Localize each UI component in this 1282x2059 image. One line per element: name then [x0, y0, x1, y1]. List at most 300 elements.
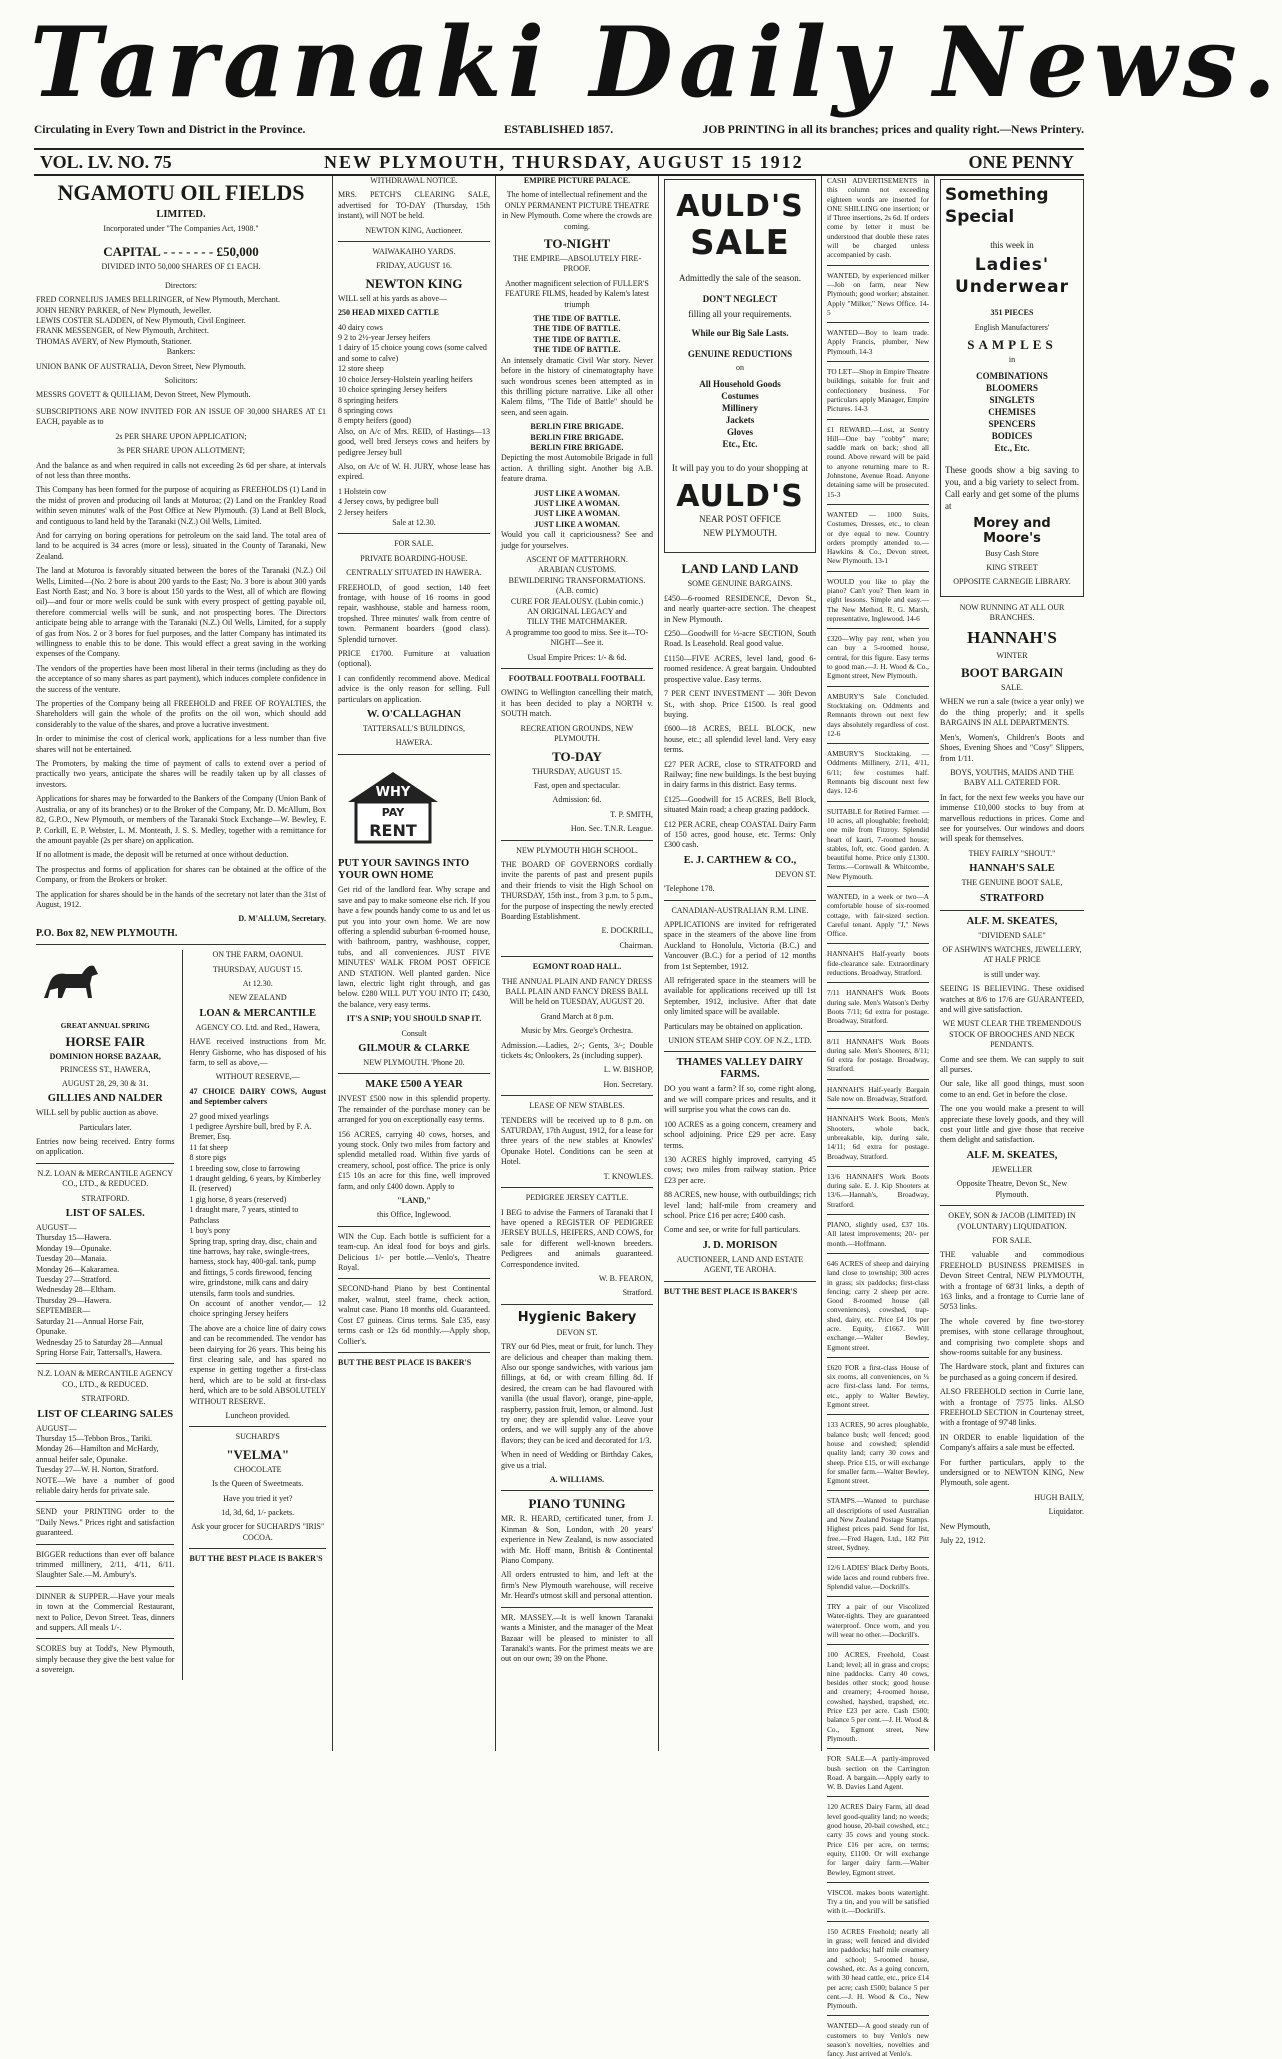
queen-sweetmeats: Is the Queen of Sweetmeats.	[212, 1479, 304, 1489]
divider	[36, 944, 326, 945]
nzloan-town: STRATFORD.	[81, 1394, 130, 1404]
ashwin-text: OF ASHWIN'S WATCHES, JEWELLERY, AT HALF PRICE	[942, 944, 1082, 965]
divider	[338, 1352, 490, 1353]
horse-fair-column	[36, 950, 174, 1680]
goods-item: Gloves	[727, 426, 753, 437]
fearon-signature: W. B. FEARON,	[598, 1273, 653, 1283]
classified-ad: 8/11 HANNAH'S Work Boots during sale. Men's Shooters, 8/11; 6d extra for postage. Broadway, Stratford.	[827, 1036, 929, 1074]
film-title: ASCENT OF MATTERHORN.	[526, 555, 628, 564]
list-item: AUGUST—	[36, 1423, 77, 1433]
tuner-orders: All orders entrusted to him, and left at the firm's New Plymouth warehouse, will receive Mr. Heard's utmost skill and personal attention.	[501, 1570, 653, 1601]
ngamotu-incorporated: Incorporated under "The Companies Act, 1908."	[103, 224, 259, 233]
egmont-hall-heading: EGMONT ROAD HALL.	[532, 962, 622, 972]
list-item: Monday 26—Hamilton and McHardy, annual heifer sale, Opunake.	[36, 1444, 159, 1464]
bankers-heading: Bankers:	[166, 347, 196, 357]
subline	[34, 124, 1084, 142]
nzloan-heading: N.Z. LOAN & MERCANTILE AGENCY CO., LTD., & REDUCED.	[37, 1369, 173, 1389]
clearing-sales	[36, 1424, 174, 1476]
opposite-library: OPPOSITE CARNEGIE LIBRARY.	[953, 577, 1071, 587]
piano-ad: SECOND-hand Piano by best Continental maker, walnut, steel frame, check action, walnut case. Piano 18 months old. Guaranteed. Cost £7 guineas. Cirus terms. Sale £35, easy terms cash or 12s 6d monthly.—Apply shop, Collier's.	[338, 1284, 490, 1346]
job-printing-note: JOB PRINTING in all its branches; prices and quality right.—News Printery.	[702, 124, 1084, 136]
small-ad: DINNER & SUPPER.—Have your meals in town at the Commercial Restaurant, next to Police, Devon Street. Teas, dinners and suppers. All meals 1/-.	[36, 1591, 175, 1633]
film-title: BERLIN FIRE BRIGADE.	[530, 432, 624, 442]
stratford-label: STRATFORD	[980, 892, 1044, 904]
newton-king-text: WILL sell at his yards as above—	[338, 293, 448, 303]
other-films	[501, 555, 653, 628]
small-ad: BIGGER reductions than ever off balance trimmed millinery, 2/11, 4/11, 6/11. Slaughter Sale.—M. Ambury's.	[36, 1549, 175, 1580]
owing-text: OWING to Wellington cancelling their match, it has been decided to play a NORTH v. SOUTH match.	[501, 688, 653, 719]
goods-item: Jackets	[725, 414, 755, 425]
farm-heading: ON THE FARM, OAONUI.	[212, 950, 304, 960]
aulds-title: AULD'S	[676, 189, 804, 224]
divider	[36, 1363, 174, 1364]
above-text: The above are a choice line of dairy cows and can be recommended. The vendor has been dairying for 26 years. This being his first clearing sale, and has spared no expense in getting together a first-class herd, which are to be sold at first-class herd, which are to be sold ABSOLUTELY WITHOUT RESERVE.	[189, 1323, 326, 1406]
underwear-item: Etc., Etc.	[994, 442, 1030, 453]
empire-heading: EMPIRE PICTURE PALACE.	[523, 176, 631, 185]
prospectus-paragraph: The properties of the Company being all FREEHOLD and FREE OF ROYALTIES, the Shareholders will gain the whole of the profits on the oil won, which should add considerably to the value of the shares, and prove a lucrative investment.	[36, 699, 326, 729]
today-heading: TO-DAY	[552, 748, 602, 764]
also-text: ALSO FREEHOLD section in Currie lane, with a frontage of 75'75 links. ALSO FREEHOLD SECTION in Courtenay street, with a frontage of 97'48 links.	[940, 1387, 1084, 1428]
filling-text: filling all your requirements.	[688, 309, 792, 320]
beg-text: I BEG to advise the Farmers of Taranaki that I have opened a REGISTER OF PEDIGREE JERSEY BULLS, HEIFERS, AND COWS, for sale for different well-known breeders. Pedigrees and animals guaranteed. Correspondence invited.	[501, 1207, 653, 1269]
another-vendor: On account of another vendor,— 12 choice springing Jersey heifers	[189, 1298, 326, 1319]
director: JOHN HENRY PARKER, of New Plymouth, Jeweller.	[36, 305, 212, 315]
dockrill-signature: E. DOCKRILL,	[601, 926, 653, 936]
dairy-cows-lot: 47 CHOICE DAIRY COWS, August and September calvers	[189, 1086, 326, 1107]
horse-dates: AUGUST 28, 29, 30 & 31.	[61, 1078, 149, 1088]
savings-text: Get rid of the landlord fear. Why scrape and save and pay to make someone else rich. If you have a few pounds handy come to us and let us put you into your own home. We are now offering a splendid suburban 6-roomed house, with bathroom, pantry, washhouse, copper, tubs, and all conveniences. JUST FIVE MINUTES' WALK FROM POST OFFICE AND STATION. Well planted garden. Nice lawn, electric light right through, and gas below. £280 WILL PUT YOU INTO IT; £430, the balance, very easy terms.	[338, 885, 490, 1009]
list-item: 11 fat sheep	[189, 1142, 228, 1152]
list-item: Monday 26—Kakaramea.	[36, 1264, 120, 1274]
classified-ad: £620 FOR a first-class House of six rooms, all conveniences, on ¼ acre first-class land. For terms, etc., apply to Walter Bewley, Egmont street.	[827, 1362, 929, 1410]
cattle-list	[338, 323, 490, 427]
classified-ad: 12/6 LADIES' Black Derby Boots, wide laces and round rubbers free. Splendid value.—Dockrill's.	[827, 1563, 929, 1591]
divider	[501, 1490, 653, 1491]
list-item: Monday 19—Opunake.	[36, 1243, 112, 1253]
genuine-boot-sale: THE GENUINE BOOT SALE,	[961, 878, 1063, 888]
bakers-ad: BUT THE BEST PLACE IS BAKER'S	[664, 1286, 798, 1296]
classified-ad: 100 ACRES, Freehold, Coast Land; level; all in grass and crops; nine paddocks. Carry 40 cows, besides other stock; good house and creamery; 4-roomed house, cowshed, hayshed, trapshed, etc. Price £23 per acre. Cash £500; balance 5 per cent.—J. H. Wood & Co., Egmont street, New Plymouth.	[827, 1650, 930, 1743]
classified-ad: HANNAH'S Half-yearly Bargain Sale now on. Broadway, Stratford.	[827, 1084, 929, 1104]
massey-ad: MR. MASSEY.—It is well known Taranaki wants a Minister, and the manager of the Meat Bazaar will be pleased to minister to all Taranaki's wants. For the primest meats we are out on our own; 39 on the Phone.	[501, 1612, 653, 1664]
newspaper-title: Taranaki Daily News.	[30, 6, 1282, 119]
fearon-town: Stratford.	[622, 1288, 653, 1298]
classified-ad: FOR SALE—A partly-improved bush section on the Carrington Road. A bargain.—Apply early to W. B. Davies Land Agent.	[827, 1754, 929, 1792]
classified-ad: 133 ACRES, 90 acres ploughable, balance bush; well fenced; good house and cowshed; splendid quality land; carry 30 cows and sheep. Price £15, or will exchange for smaller farm.—Walter Bewley, Egmont street.	[827, 1420, 929, 1486]
drama-text: An intensely dramatic Civil War story. Never before in the history of cinematography have such wondrous scenes been attempted as in this thrilling picture narrative. Like all other Kalem films, "The Tide of Battle" should be seen, and seen again.	[501, 355, 653, 417]
underwear-items	[945, 370, 1079, 454]
chocolate-label: CHOCOLATE	[233, 1464, 282, 1474]
list-item: 40 dairy cows	[338, 322, 383, 332]
established-note: ESTABLISHED 1857.	[504, 124, 614, 136]
list-of-sales-heading: LIST OF SALES.	[65, 1208, 145, 1220]
divider	[36, 1163, 174, 1164]
classified-ad: PIANO, slightly used, £37 10s. All latest improvements; 20/- per month.—Hoffmann.	[827, 1220, 929, 1248]
ball-text: THE ANNUAL PLAIN AND FANCY DRESS BALL PLAIN AND FANCY DRESS BALL Will be held on TUESDAY, AUGUST 20.	[501, 976, 653, 1007]
entries-note: Entries now being received. Entry forms on application.	[36, 1137, 175, 1157]
rent-word: PAY	[381, 805, 405, 819]
applications-text: APPLICATIONS are invited for refrigerated space in the steamers of the above line from Auckland to Honolulu, Victoria (B.C.) and Vancouver (B.C.) for a period of 12 months from 1st September, 1912.	[664, 920, 816, 971]
underwear-item: SPENCERS	[988, 418, 1036, 429]
film-title: JUST LIKE A WOMAN.	[534, 488, 620, 498]
film-title: THE TIDE OF BATTLE.	[533, 324, 621, 334]
column-rule	[658, 176, 659, 1751]
land-heading: LAND LAND LAND	[681, 561, 799, 577]
divider	[36, 1586, 174, 1587]
circulation-note: Circulating in Every Town and District in the Province.	[34, 124, 306, 136]
winter-label: WINTER	[996, 650, 1028, 660]
gilmour-phone: NEW PLYMOUTH. 'Phone 20.	[363, 1057, 465, 1067]
classified-ad: WANTED — 1000 Suits, Costumes, Dresses, etc., to clean or dye equal to new. Country orders promptly attended to.—Hawkins & Co., Devon street, New Plymouth. 13-1	[827, 509, 929, 566]
directors-heading: Directors:	[165, 280, 197, 290]
football-date: THURSDAY, AUGUST 15.	[532, 766, 622, 776]
director: THOMAS AVERY, of New Plymouth, Stationer.	[36, 336, 192, 346]
morison-name: J. D. MORISON	[702, 1239, 778, 1251]
skeates-name: ALF. M. SKEATES,	[966, 1149, 1058, 1161]
skeates-address: Opposite Theatre, Devon St., New Plymouth.	[956, 1179, 1068, 1199]
director: LEWIS COSTER SLADDEN, of New Plymouth, Civil Engineer.	[36, 316, 246, 326]
prospectus-paragraph: In order to minimise the cost of clerical work, applications for a less number than five shares will not be entertained.	[36, 734, 326, 754]
english-manufacturers: English Manufacturers'	[974, 322, 1050, 332]
list-item: 1 draught mare, 7 years, stinted to Pathclass	[189, 1205, 299, 1225]
baily-signature: HUGH BAILY,	[1034, 1492, 1084, 1502]
freehold-text: FREEHOLD, of good section, 140 feet frontage, with house of 16 rooms in good repair, washhouse, stable and harness room, tropshed. Three minutes' walk from centre of town. Permanent boarders (good class). Splendid turnover.	[338, 582, 490, 644]
classified-ad: 13/6 HANNAH'S Work Boots during sale. E. J. Kip Shooters at 13/6.—Hannah's, Broadway, Stratford.	[827, 1171, 929, 1209]
list-item: 1 breeding sow, close to farrowing	[189, 1163, 301, 1173]
these-goods-text: These goods show a big saving to you, and a big variety to select from. Call early and get some of the plums at	[945, 464, 1079, 511]
classified-ad: WANTED, in a week or two—A comfortable house of six-roomed cottage, with fair-sized section. Careful tenant. Apply "J," News Office.	[827, 892, 929, 939]
prospectus-paragraph: The vendors of the properties have been most liberal in their terms (including as they do the acceptance of so many shares as part payment), which induces complete confidence in the success of the venture.	[36, 663, 326, 694]
prospectus-paragraph: The prospectus and forms of application for shares can be obtained at the office of the Company, or from the Brokers or broker.	[36, 864, 326, 885]
subscriptions: SUBSCRIPTIONS ARE NOW INVITED FOR AN ISSUE OF 30,000 SHARES AT £1 EACH, payable as to	[36, 406, 326, 427]
this-week: this week in	[990, 240, 1034, 250]
genuine-reductions: GENUINE REDUCTIONS	[687, 348, 793, 359]
classified-ad: 7/11 HANNAH'S Work Boots during sale. Men's Watson's Derby Boots 7/11; 6d extra for postage. Broadway, Stratford.	[827, 988, 929, 1026]
invest-text: INVEST £500 now in this splendid property. The remainder of the purchase money can be arranged for you on exceptionally easy terms.	[338, 1094, 490, 1125]
divider	[338, 1278, 490, 1279]
for-sale: FOR SALE.	[992, 1235, 1032, 1245]
dont-neglect: DON'T NEGLECT	[702, 294, 778, 304]
film-title: THE TIDE OF BATTLE.	[533, 345, 621, 355]
programme-text: A programme too good to miss. See it—TO-NIGHT—See it.	[505, 627, 649, 648]
premises-text: THE valuable and commodious FREEHOLD BUSINESS PREMISES in Devon Street Central, NEW PLYMOUTH, with a frontage of 68'31 links, a depth of 163 links, and a frontage to Currie lane of 50'53 links.	[940, 1250, 1084, 1312]
thames-valley-heading: THAMES VALLEY DAIRY FARMS.	[676, 1057, 804, 1081]
column-empire	[501, 176, 653, 1751]
subscription-term: 3s PER SHARE UPON ALLOTMENT;	[116, 446, 245, 456]
cash-ads-note: CASH ADVERTISEMENTS in this column not exceeding eighteen words are inserted for ONE SHILLING one insertion; or if Three insertions, 2s 6d. If orders come by letter it must be understood that double these rates will be charged unless accompanied by cash.	[827, 176, 929, 260]
refrigerated-text: All refrigerated space in the steamers will be available for applications received up till 1st September, 1912, inclusive. After that date only limited space will be available.	[664, 976, 816, 1017]
samples-word: SAMPLES	[967, 337, 1057, 353]
boarding-house: PRIVATE BOARDING-HOUSE.	[360, 553, 468, 563]
farm-listing: 130 ACRES highly improved, carrying 45 cows; two miles from railway station. Price £23 per acre.	[664, 1154, 816, 1185]
list-item: Saturday 21—Annual Horse Fair, Opunake.	[36, 1316, 144, 1337]
pay-text: It will pay you to do your shopping at	[672, 462, 808, 473]
come-see-text: Come and see, or write for full particulars.	[664, 1225, 801, 1235]
while-text: While our Big Sale Lasts.	[691, 328, 789, 339]
po-box: P.O. Box 82, NEW PLYMOUTH.	[36, 927, 178, 939]
now-running: NOW RUNNING AT ALL OUR BRANCHES.	[959, 602, 1065, 623]
film-title: TILLY THE MATCHMAKER.	[526, 617, 628, 627]
secretary-signature: D. M'ALLUM, Secretary.	[238, 914, 326, 924]
land-listing: £12 PER ACRE, cheap COASTAL Dairy Farm of 150 acres, good house, etc. Terms: Only £300 cash.	[664, 819, 816, 850]
pies-text: TRY our 6d Pies, meat or fruit, for lunch. They are delicious and cheaper than making them. Also our sponge sandwiches, with various jam fillings, at 6d, or with cream filling 8d. If desired, the cream can be had flavoured with vanilla (the usual flavor), orange, pine-apple, raspberry, passion fruit, lemon, or almond. Just try one; they are splendid value. Leave your orders, and we will supply any of the above flavors; they can be iced and decorated for 1/3.	[501, 1342, 653, 1445]
liquidator-label: Liquidator.	[1048, 1507, 1084, 1517]
boot-bargain: BOOT BARGAIN	[961, 665, 1063, 681]
admittedly-text: Admittedly the sale of the season.	[679, 273, 801, 283]
list-item: 9 2 to 2½-year Jersey heifers	[338, 333, 431, 343]
list-item: Wednesday 28—Eltham.	[36, 1285, 116, 1295]
yards-date: FRIDAY, AUGUST 16.	[376, 261, 452, 271]
sale-label: SALE.	[1001, 683, 1023, 693]
classified-ad: 150 ACRES Freehold; nearly all in grass; well fenced and divided into paddocks; half mile creamery and school; 5-roomed house, cowshed, etc. As a going concern, with 30 head cattle, etc., price £14 per acre; cash £500; balance 5 per cent.—J. H. Wood & Co., New Plymouth.	[827, 1926, 929, 2011]
column-classifieds	[827, 176, 930, 2059]
divider	[827, 265, 929, 266]
classified-ad: WANTED—Boy to learn trade. Apply Francis, plumber, New Plymouth. 14-3	[827, 328, 929, 356]
hannahs-sale: HANNAH'S SALE	[969, 863, 1055, 875]
list-of-sales	[36, 1223, 174, 1358]
divider	[940, 1205, 1084, 1206]
prospectus-paragraph: This Company has been formed for the purpose of acquiring as FREEHOLDS (1) Land in the midst of proven and producing oil lands at Moturoa; (2) Land on the Frankley Road within seven minutes' walk of the Post Office at New Plymouth. (3) Land at Bell Block, and contiguous to land held by the Taranaki (N.Z.) Oil Wells, Limited.	[36, 485, 326, 526]
film-title: AN ORIGINAL LEGACY and	[527, 607, 627, 617]
bishop-title: Hon. Secretary.	[603, 1079, 653, 1089]
capital-value: £50,000	[216, 244, 259, 260]
film-title: ARABIAN CUSTOMS.	[537, 565, 617, 575]
divider	[664, 1281, 816, 1282]
horse-fair-title: HORSE FAIR	[65, 1033, 146, 1049]
hardware-text: The Hardware stock, plant and fixtures can be purchased as a going concern if desired.	[940, 1362, 1084, 1382]
subscription-term: 2s PER SHARE UPON APPLICATION;	[115, 431, 247, 441]
classified-ad: VISCOL makes boots watertight. Try a tin, and you will be satisfied with it.—Dockrill's.	[827, 1887, 929, 1916]
column-newton-king	[338, 176, 490, 1751]
small-ad: SEND your PRINTING order to the "Daily News." Prices right and satisfaction guaranteed.	[36, 1507, 175, 1538]
horse-location: PRINCESS ST., HAWERA,	[59, 1065, 151, 1075]
list-item: Tuesday 20—Manaia.	[36, 1254, 107, 1264]
carthew-name: E. J. CARTHEW & CO.,	[683, 854, 797, 866]
land-office: this Office, Inglewood.	[376, 1210, 452, 1220]
special-word: Special	[945, 207, 1015, 227]
capital-line: CAPITAL - - - - - - - £50,000	[103, 244, 259, 260]
on-label: on	[736, 363, 744, 373]
bakers-ad: BUT THE BEST PLACE IS BAKER'S	[189, 1554, 323, 1564]
farm-sale-column	[182, 950, 326, 1680]
when-text: WHEN we run a sale (twice a year only) we do the thing properly; and it spells BARGAINS IN ALL DEPARTMENTS.	[940, 697, 1084, 728]
velma-title: "VELMA"	[226, 1446, 290, 1462]
list-item: 8 springing cows	[338, 405, 393, 415]
yards-heading: WAIWAKAIHO YARDS.	[372, 247, 456, 257]
horse-fair-intro: GREAT ANNUAL SPRING	[60, 1020, 150, 1030]
land-listing: £1150—FIVE ACRES, level land, good 6-roomed residence. A great bargain. Undoubted prospective value. Easy terms.	[664, 653, 816, 684]
list-item: 4 Jersey cows, by pedigree bull	[338, 497, 439, 507]
win-cup-ad: WIN the Cup. Each bottle is sufficient for a team-cup. An ideal food for boys and girls. Delicious 1/- per bottle.—Venlo's, Theatre Royal.	[338, 1231, 490, 1273]
underwear-item: COMBINATIONS	[976, 370, 1048, 381]
land-listing: £450—6-roomed RESIDENCE, Devon St., and nearly quarter-acre section. The cheapest in New Plymouth.	[664, 593, 816, 624]
football-admission: Admission: 6d.	[552, 795, 602, 805]
instructions-text: HAVE received instructions from Mr. Henry Gisborne, who has disposed of his farm, to sell as above,—	[189, 1037, 326, 1067]
fast-open: Fast, open and spectacular.	[534, 780, 620, 790]
list-item: 10 choice Jersey-Holstein yearling heifers	[338, 374, 473, 384]
column-aulds	[664, 176, 816, 1751]
divider	[501, 1187, 653, 1188]
divider	[189, 1548, 326, 1549]
ask-grocer: Ask your grocer for SUCHARD'S "IRIS" COCOA.	[191, 1522, 325, 1542]
hygienic-bakery: Hygienic Bakery	[517, 1309, 637, 1325]
gillies-text: WILL sell by public auction as above.	[36, 1108, 159, 1118]
farm-time: At 12.30.	[242, 978, 273, 988]
notice-date: July 22, 1912.	[940, 1536, 986, 1546]
clear-stock: WE MUST CLEAR THE TREMENDOUS STOCK OF BROOCHES AND NECK PENDANTS.	[942, 1019, 1082, 1050]
film-title: THE TIDE OF BATTLE.	[533, 314, 621, 324]
just-like-a-woman	[501, 489, 653, 531]
prospectus-paragraph: If no allotment is made, the deposit will be returned at once without deduction.	[36, 850, 289, 860]
pieces-count: 351 PIECES	[990, 308, 1034, 318]
goods-item: All Household Goods	[699, 378, 781, 389]
classified-ad: £1 REWARD.—Lost, at Sentry Hill—One bay "cobby" mare; saddle mark on back; shod all round. Above reward will be paid to anyone returning mare to R. Johnstone, Avenue Road. Anyone detaining same will be prosecuted. 15-3	[827, 424, 929, 499]
farm-listing: 88 ACRES, new house, with outbuildings; rich level land; half-mile from creamery and school. Price £16 per acre; £400 cash.	[664, 1190, 816, 1220]
film-title: JUST LIKE A WOMAN.	[534, 509, 620, 519]
fireproof: THE EMPIRE—ABSOLUTELY FIRE-PROOF.	[512, 254, 642, 274]
further-text: For further particulars, apply to the undersigned or to NEWTON KING, New Plymouth, sole agent.	[940, 1457, 1084, 1488]
busy-cash-store: Busy Cash Store	[985, 548, 1039, 558]
goods-item: Millinery	[722, 402, 758, 413]
land-listing: £125—Goodwill for 15 ACRES, Bell Block, situated Main road; a cheap grazing paddock.	[664, 794, 816, 815]
ngamotu-title: NGAMOTU OIL FIELDS	[57, 180, 305, 205]
whole-text: The whole covered by fine two-storey premises, with stone cellarage throughout, and comprising two complete shops and show-rooms suitable for any business.	[940, 1316, 1084, 1357]
bargains-heading: SOME GENUINE BARGAINS.	[687, 579, 793, 589]
horse-bazaar: DOMINION HORSE BAZAAR,	[49, 1051, 161, 1061]
divider	[36, 1501, 174, 1502]
farm-question: DO you want a farm? If so, come right along, and we will compare prices and results, and it will surprise you what the cows can do.	[664, 1084, 816, 1115]
list-item: Wednesday 25 to Saturday 28—Annual Spring Horse Fair, Tattersall's, Hawera.	[36, 1337, 163, 1357]
particulars-later: Particulars later.	[79, 1122, 132, 1132]
goods-item: Costumes	[721, 390, 759, 401]
divider	[664, 900, 816, 901]
list-item: Tuesday 27—Stratford.	[36, 1275, 112, 1285]
director: FRANK MESSENGER, of New Plymouth, Architect.	[36, 326, 209, 336]
grand-march: Grand March at 8 p.m.	[540, 1011, 614, 1021]
luncheon: Luncheon provided.	[225, 1411, 290, 1420]
smith-title: Hon. Sec. T.N.R. League.	[570, 824, 653, 834]
list-item: 8 empty heifers (good)	[338, 416, 412, 426]
list-item: 1 gig horse, 8 years (reserved)	[189, 1194, 287, 1204]
list-item: SEPTEMBER—	[36, 1306, 91, 1316]
divider	[501, 840, 653, 841]
classified-ad: AMBURY'S Sale Concluded. Stocktaking on. Oddments and Remnants thrown out next few days absolutely regardless of cost. 12-6	[827, 691, 929, 738]
classified-ad: WANTED, by experienced milker—Job on farm, near New Plymouth; good worker; abstainer. Apply "Milker," News Office. 14-5	[827, 270, 929, 317]
depict-text: Depicting the most Automobile Brigade in full action. A thrilling sight. Another big A.B. feature drama.	[501, 453, 653, 484]
snip-text: IT'S A SNIP; YOU SHOULD SNAP IT.	[346, 1014, 482, 1024]
piano-tuning-heading: PIANO TUNING	[528, 1496, 626, 1512]
for-sale-heading: FOR SALE.	[394, 539, 434, 549]
list-item: 2 Jersey heifers	[338, 507, 388, 517]
classified-list	[827, 271, 929, 2059]
film-title: THE TIDE OF BATTLE.	[533, 334, 621, 344]
underwear-item: SINGLETS	[989, 394, 1035, 405]
list-item: Spring trap, spring dray, disc, chain and tine harrows, hay rake, swingle-trees, harness, stock hay, 400-gal. tank, pump and fittings, 5 cords firewood, fencing wire, grindstone, milk cans and dairy utensils, farm tools and sundries.	[189, 1236, 317, 1298]
price-text: PRICE £1700. Furniture at valuation (optional).	[338, 649, 490, 669]
without-reserve: WITHOUT RESERVE,—	[215, 1072, 300, 1082]
tide-of-battle	[501, 314, 653, 356]
director: FRED CORNELIUS JAMES BELLRINGER, of New Plymouth, Merchant.	[36, 295, 280, 305]
loan-mercantile: LOAN & MERCANTILE	[199, 1007, 317, 1019]
column-rule	[495, 176, 496, 1751]
shares-note: DIVIDED INTO 50,000 SHARES OF £1 EACH.	[101, 262, 261, 272]
morey-moore: Morey and Moore's	[973, 515, 1051, 546]
land-listing: 7 PER CENT INVESTMENT — 30ft Devon St., with shop. Price £1500. Is real good buying.	[664, 689, 816, 719]
land-label: "LAND,"	[397, 1196, 431, 1206]
okey-heading: OKEY, SON & JACOB (LIMITED) IN (VOLUNTARY) LIQUIDATION.	[948, 1211, 1076, 1231]
divider	[501, 1304, 653, 1305]
sale-time: Sale at 12.30.	[392, 517, 436, 527]
why-pay-rent-house-icon	[338, 766, 448, 846]
farm-date: THURSDAY, AUGUST 15.	[212, 964, 303, 974]
infact-text: In fact, for the next few weeks you have our immense £10,000 stocks to buy from at marvellous reductions in prices. Come and see for yourselves. Our windows and doors will speak for themselves.	[940, 792, 1084, 844]
gillies-nalder: GILLIES AND NALDER	[47, 1093, 163, 1105]
rent-word: RENT	[369, 820, 417, 840]
clearing-sales-heading: LIST OF CLEARING SALES	[37, 1408, 174, 1420]
divider	[36, 1544, 174, 1545]
list-item: 8 store pigs	[189, 1153, 227, 1163]
list-item: 27 good mixed yearlings	[189, 1111, 269, 1121]
inorder-text: IN ORDER to enable liquidation of the Company's affairs a sale must be effected.	[940, 1432, 1084, 1453]
skeates-name: ALF. M. SKEATES,	[966, 915, 1058, 927]
union-steam-ship: UNION STEAM SHIP COY. OF N.Z., LTD.	[668, 1036, 812, 1046]
divider	[501, 1607, 653, 1608]
tenders-text: TENDERS will be received up to 8 p.m. on SATURDAY, 17th August, 1912, for a lease for three years of the new stables at Knowles' Opunake Hotel. Conditions can be seen at Hotel.	[501, 1115, 653, 1167]
seeing-text: SEEING IS BELIEVING. These oxidised watches at 8/6 to 17/6 are GUARANTEED, and will give satisfaction.	[940, 984, 1084, 1014]
bankers: UNION BANK OF AUSTRALIA, Devon Street, New Plymouth.	[36, 361, 246, 371]
stables-heading: LEASE OF NEW STABLES.	[529, 1101, 625, 1111]
film-title: CURE FOR JEALOUSY. (Lubin comic.)	[510, 596, 644, 606]
underwear-item: CHEMISES	[988, 406, 1036, 417]
underwear-item: BLOOMERS	[985, 382, 1038, 393]
list-item: Tuesday 27—W. H. Norton, Stratford.	[36, 1465, 159, 1475]
dividend-sale: "DIVIDEND SALE"	[978, 930, 1046, 940]
divider	[664, 1051, 816, 1052]
notice-place: New Plymouth,	[940, 1521, 991, 1531]
list-item: 1 boy's pony	[189, 1226, 231, 1236]
gilmour-clarke: GILMOUR & CLARKE	[358, 1042, 470, 1054]
divider	[338, 1073, 490, 1074]
particulars-text: Particulars may be obtained on application.	[664, 1021, 803, 1031]
withdrawal-signature: NEWTON KING, Auctioneer.	[365, 225, 463, 235]
board-text: THE BOARD OF GOVERNORS cordially invite the parents of past and present pupils and their friends to visit the High School on THURSDAY, 15th inst., from 3 p.m. to 5 p.m., for the purpose of inspecting the newly erected Boarding Establishment.	[501, 859, 653, 921]
near-post-office: NEAR POST OFFICE	[699, 513, 781, 524]
prospectus-paragraph: The land at Moturoa is favorably situated between the bores of the Taranaki (N.Z.) Oil Wells, Limited—(No. 2 bore is about 200 yards to the East; No. 3 bore is about 300 yards East North East; and No. 3 bore is about 150 yards to the West, all of which are flowing oil)—and four or more wells could be sunk with every prospect of getting payable oil, therefore commercial wells will be sunk, and not prospecting bores. The Directors anticipate being able to arrange with the Taranaki (N.Z.) Oil Wells, Limited, for a supply of gas from Nos. 2 or 3 bores for fuel purposes, and the latter Company has intimated its willingness to enable this to be done. This would effect a great saving in the working expenses of the Company.	[36, 566, 326, 659]
shout-text: THEY FAIRLY "SHOUT."	[968, 848, 1056, 858]
issue-date: NEW PLYMOUTH, THURSDAY, AUGUST 15 1912	[324, 152, 804, 172]
jersey-heading: PEDIGREE JERSEY CATTLE.	[525, 1193, 629, 1203]
solicitors: MESSRS GOVETT & QUILLIAM, Devon Street, New Plymouth.	[36, 390, 251, 400]
classified-ad: 646 ACRES of sheep and dairying land close to township; 300 acres in grass; six paddocks; first-class fencing; carry 2 sheep per acre. Good 8-roomed house (all conveniences), cowshed, trap-shed, dairy, etc. Price £4 10s per acre. Equity, £1667. Will exchange.—Walter Bewley, Egmont street.	[827, 1258, 929, 1352]
underwear-item: BODICES	[991, 430, 1033, 441]
savings-heading: PUT YOUR SAVINGS INTO YOUR OWN HOME	[338, 858, 470, 882]
classified-ad: SUITABLE for Retired Farmer. — 10 acres, all ploughable; freehold; one mile from Fitzroy. Splendid heart of kauri, 7-roomed house; stables, loft, etc. Good garden. A beautiful home. Price only £1300. Terms.—Cornwall & Whitcombe, New Plymouth.	[827, 806, 929, 881]
acres-156: 156 ACRES, carrying 40 cows, horses, and young stock. Only two miles from factory and splendid metalled road. Within five yards of creamery, school, post office. The price is only £15 10s an acre for this fine, well improved farm, and only £400 down. Apply to	[338, 1129, 490, 1191]
jury-list	[338, 487, 490, 518]
suchard-brand: SUCHARD'S	[235, 1432, 280, 1442]
would-text: Would you call it capriciousness? See and judge for yourselves.	[501, 530, 653, 550]
reid-lot: Also, on A/c of Mrs. REID, of Hastings—13 good, well bred Jerseys cows and heifers by pedigree Jersey bull	[338, 426, 490, 457]
column-rule	[332, 176, 333, 1751]
classified-ad: £320—Why pay rent, when you can buy a 5-roomed house, central, for this figure. Easy terms to good man.—J. H. Wood & Co., Egmont street, New Plymouth.	[827, 634, 929, 681]
bishop-signature: L. W. BISHOP,	[603, 1065, 653, 1075]
hannahs-title: HANNAH'S	[967, 627, 1057, 647]
nzloan-heading: N.Z. LOAN & MERCANTILE AGENCY CO., LTD., & REDUCED.	[37, 1168, 173, 1189]
divider	[501, 956, 653, 957]
ngamotu-limited: LIMITED.	[156, 209, 206, 220]
classified-ad: WOULD you like to play the piano? Can't you? Then learn in eight lessons. Simple and easy.—The New Method. R. G. Marsh, representative, Inglewood. 14-6	[827, 576, 929, 623]
tattersalls: TATTERSALL'S BUILDINGS,	[362, 724, 466, 734]
